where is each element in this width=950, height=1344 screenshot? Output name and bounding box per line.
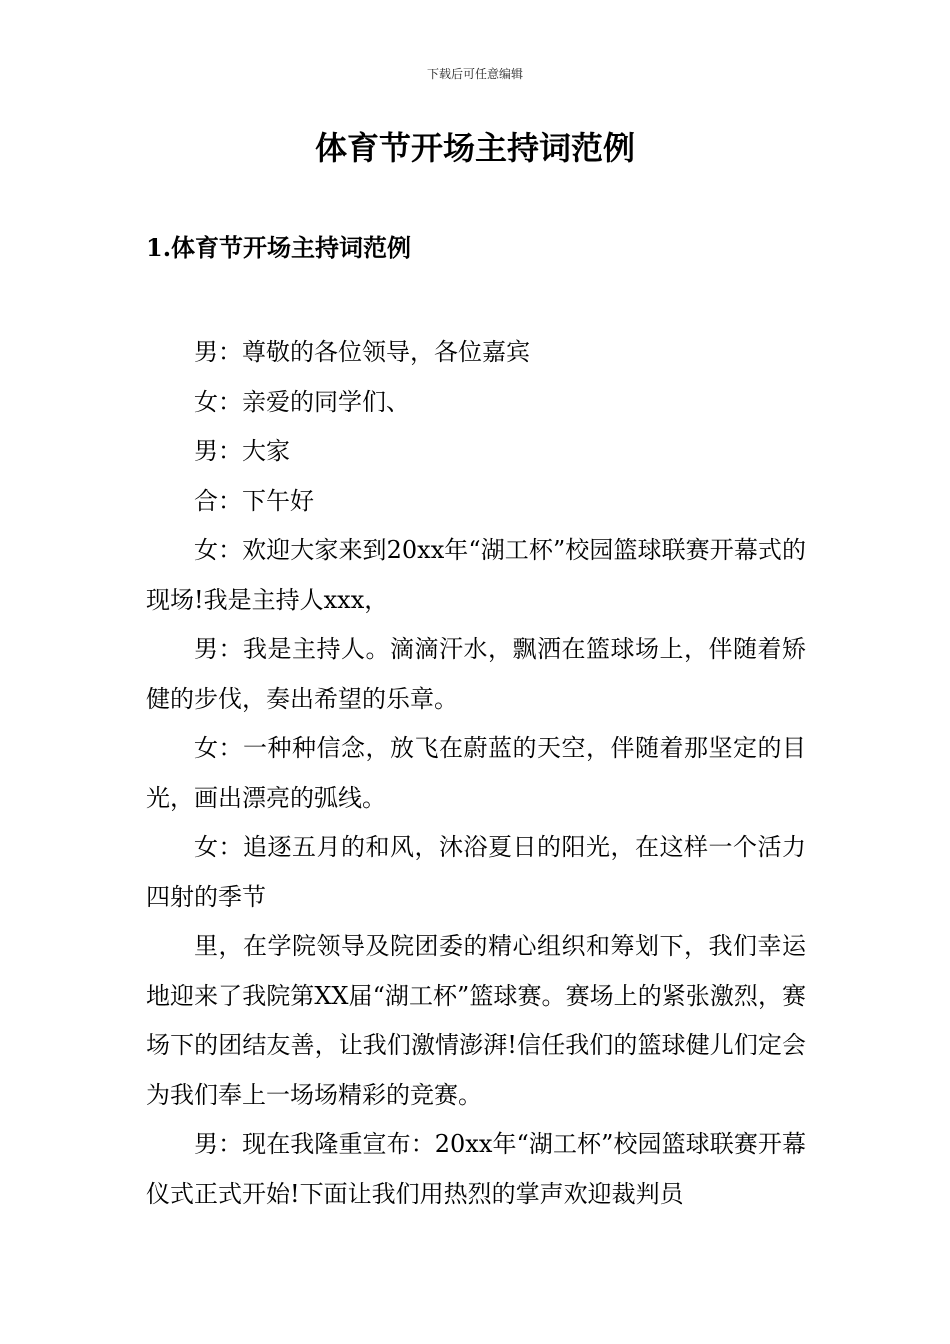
paragraph: 合：下午好: [194, 486, 314, 515]
section-heading: 1.体育节开场主持词范例: [146, 233, 412, 262]
paragraph: 女：一种种信念，放飞在蔚蓝的天空，伴随着那坚定的目光，画出漂亮的弧线。: [146, 734, 806, 812]
paragraph: 里，在学院领导及院团委的精心组织和筹划下，我们幸运地迎来了我院第XX届“湖工杯”篮球赛。赛场上的紧张激烈，赛场下的团结友善，让我们激情澎湃!信任我们的篮球健儿们定会为我们奉上一场场精彩的竞赛。: [146, 932, 806, 1109]
document-body: [146, 328, 806, 1219]
paragraph: 男：大家: [194, 437, 290, 465]
header-note: 下载后可任意编辑: [426, 67, 523, 81]
paragraph: 女：欢迎大家来到20xx年“湖工杯”校园篮球联赛开幕式的现场!我是主持人xxx，: [146, 536, 806, 614]
paragraph: 男：我是主持人。滴滴汗水，飘洒在篮球场上，伴随着矫健的步伐，奏出希望的乐章。: [146, 635, 806, 713]
document-title: 体育节开场主持词范例: [314, 129, 635, 167]
paragraph: 女：追逐五月的和风，沐浴夏日的阳光，在这样一个活力四射的季节: [146, 833, 806, 911]
paragraph: 男：尊敬的各位领导，各位嘉宾: [194, 338, 530, 366]
paragraph: 男：现在我隆重宣布：20xx年“湖工杯”校园篮球联赛开幕仪式正式开始!下面让我们用热烈的掌声欢迎裁判员: [146, 1130, 806, 1208]
paragraph: 女：亲爱的同学们、: [194, 387, 410, 416]
